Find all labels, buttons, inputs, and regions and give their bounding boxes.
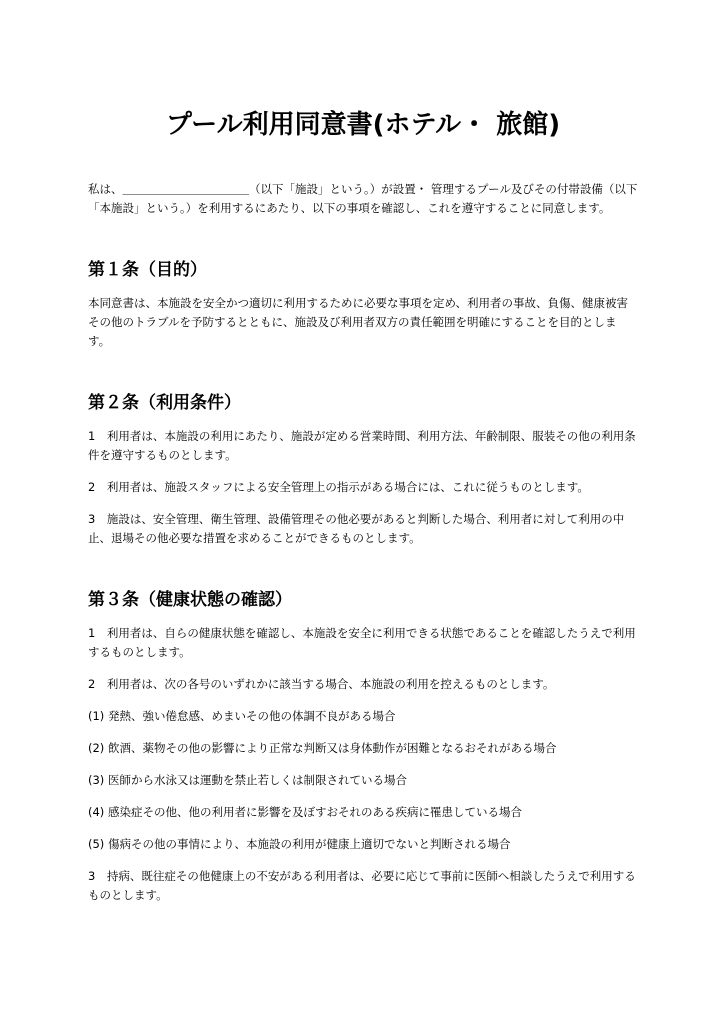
- article-3-item-5: (5) 傷病その他の事情により、本施設の利用が健康上適切でないと判断される場合: [88, 837, 511, 851]
- article-1-heading: 第１条（目的）: [88, 260, 207, 280]
- article-2-paragraph-1: 1 利用者は、本施設の利用にあたり、施設が定める営業時間、利用方法、年齢制限、服装その他の利用条件を遵守するものとします。: [88, 429, 636, 462]
- document-title: プール利用同意書(ホテル・ 旅館): [165, 110, 561, 140]
- article-3-item-2: (2) 飲酒、薬物その他の影響により正常な判断又は身体動作が困難となるおそれがある場合: [88, 741, 557, 755]
- article-2-paragraph-3: 3 施設は、安全管理、衛生管理、設備管理その他必要があると判断した場合、利用者に対して利用の中止、退場その他必要な措置を求めることができるものとします。: [88, 512, 625, 545]
- article-3-heading: 第３条（健康状態の確認）: [88, 590, 292, 610]
- article-1-paragraph-1: 本同意書は、本施設を安全かつ適切に利用するために必要な事項を定め、利用者の事故、負傷、健康被害その他のトラブルを予防するとともに、施設及び利用者双方の責任範囲を明確にすることを目的とします。: [88, 296, 629, 348]
- article-3-paragraph-3: 3 持病、既往症その他健康上の不安がある利用者は、必要に応じて事前に医師へ相談したうえで利用するものとします。: [88, 869, 636, 902]
- article-3-item-1: (1) 発熱、強い倦怠感、めまいその他の体調不良がある場合: [88, 709, 396, 723]
- article-3-paragraph-1: 1 利用者は、自らの健康状態を確認し、本施設を安全に利用できる状態であることを確認したうえで利用するものとします。: [88, 626, 636, 659]
- intro-paragraph: 私は、＿＿＿＿＿＿＿＿＿＿＿（以下「施設」という。）が設置・ 管理するプール及びその付帯設備（以下「本施設」という。）を利用するにあたり、以下の事項を確認し、これを遵守することに同意します。: [88, 182, 638, 215]
- article-3: [88, 588, 638, 905]
- article-2: [88, 391, 638, 548]
- article-3-item-3: (3) 医師から水泳又は運動を禁止若しくは制限されている場合: [88, 773, 407, 787]
- article-2-heading: 第２条（利用条件）: [88, 393, 241, 413]
- article-1: [88, 258, 638, 351]
- article-3-paragraph-2: 2 利用者は、次の各号のいずれかに該当する場合、本施設の利用を控えるものとします。: [88, 677, 555, 691]
- article-3-item-4: (4) 感染症その他、他の利用者に影響を及ぼすおそれのある疾病に罹患している場合: [88, 805, 522, 819]
- article-2-paragraph-2: 2 利用者は、施設スタッフによる安全管理上の指示がある場合には、これに従うものとします。: [88, 480, 589, 494]
